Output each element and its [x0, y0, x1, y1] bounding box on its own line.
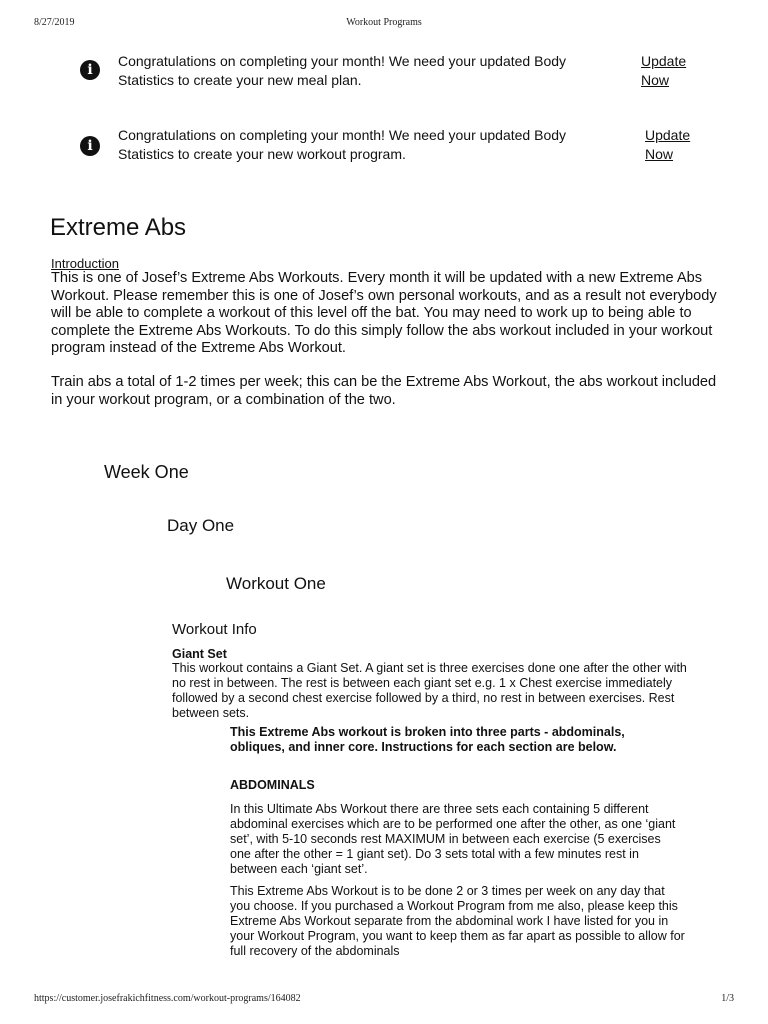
info-icon: i — [80, 136, 100, 156]
frequency-paragraph: Train abs a total of 1-2 times per week; this can be the Extreme Abs Workout, the abs workout included in your workout program, or a combination of the two. — [51, 374, 717, 408]
giant-set-text: This workout contains a Giant Set. A giant set is three exercises done one after the other with no rest in between. The rest is between each giant set e.g. 1 x Chest exercise immediately followed by a second chest exercise followed by a third, no rest in between exercises. Rest between sets. — [172, 661, 687, 720]
workout-info-heading: Workout Info — [172, 621, 257, 638]
print-page-number: 1/3 — [721, 993, 734, 1004]
update-link-line2[interactable]: Now — [641, 72, 670, 88]
print-date: 8/27/2019 — [34, 17, 75, 28]
abdominals-paragraph-1: In this Ultimate Abs Workout there are three sets each containing 5 different abdominal exercises which are to be performed one after the other, as one ‘giant set’, with 5-10 seconds rest MAXIMUM in between each exercise (5 exercises one after the other = 1 giant set). Do 3 sets total with a few minutes rest in between each ‘giant set’. — [230, 802, 676, 876]
info-icon: i — [80, 60, 100, 80]
abdominals-paragraph-2: This Extreme Abs Workout is to be done 2 or 3 times per week on any day that you choose. If you purchased a Workout Program from me also, please keep this Extreme Abs Workout separate from the abdominal work I have listed for you in your Workout Program, you want to keep them as far apart as possible to allow for full recovery of the abdominals — [230, 884, 685, 958]
notice-meal-plan-text: Congratulations on completing your month! We need your updated Body Statistics to create your new meal plan. — [118, 53, 567, 88]
abs-breakdown-note: This Extreme Abs workout is broken into three parts - abdominals, obliques, and inner core. Instructions for each section are below. — [230, 725, 625, 754]
print-title: Workout Programs — [346, 17, 422, 28]
update-link-line2[interactable]: Now — [645, 146, 674, 162]
intro-paragraph: This is one of Josef’s Extreme Abs Workouts. Every month it will be updated with a new Extreme Abs Workout. Please remember this is one of Josef’s own personal workouts, and as a result not everybody will be able to complete a workout of this level off the bat. You may need to work up to being able to complete the Extreme Abs Workouts. To do this simply follow the abs workout included in your workout program instead of the Extreme Abs Workout. — [51, 270, 717, 356]
week-heading: Week One — [104, 462, 189, 482]
print-url: https://customer.josefrakichfitness.com/workout-programs/164082 — [34, 993, 301, 1004]
update-now-link-workout[interactable] — [645, 126, 690, 164]
update-now-link-meal[interactable] — [641, 52, 686, 90]
workout-heading: Workout One — [226, 574, 326, 593]
update-link-line1[interactable]: Update — [645, 127, 691, 143]
introduction-link[interactable]: Introduction — [51, 256, 119, 271]
abdominals-heading: ABDOMINALS — [230, 778, 315, 792]
notice-workout-text: Congratulations on completing your month! We need your updated Body Statistics to create your new workout program. — [118, 127, 567, 162]
page-title: Extreme Abs — [50, 214, 187, 241]
giant-set-heading: Giant Set — [172, 647, 227, 661]
day-heading: Day One — [167, 516, 235, 535]
update-link-line1[interactable]: Update — [641, 53, 687, 69]
